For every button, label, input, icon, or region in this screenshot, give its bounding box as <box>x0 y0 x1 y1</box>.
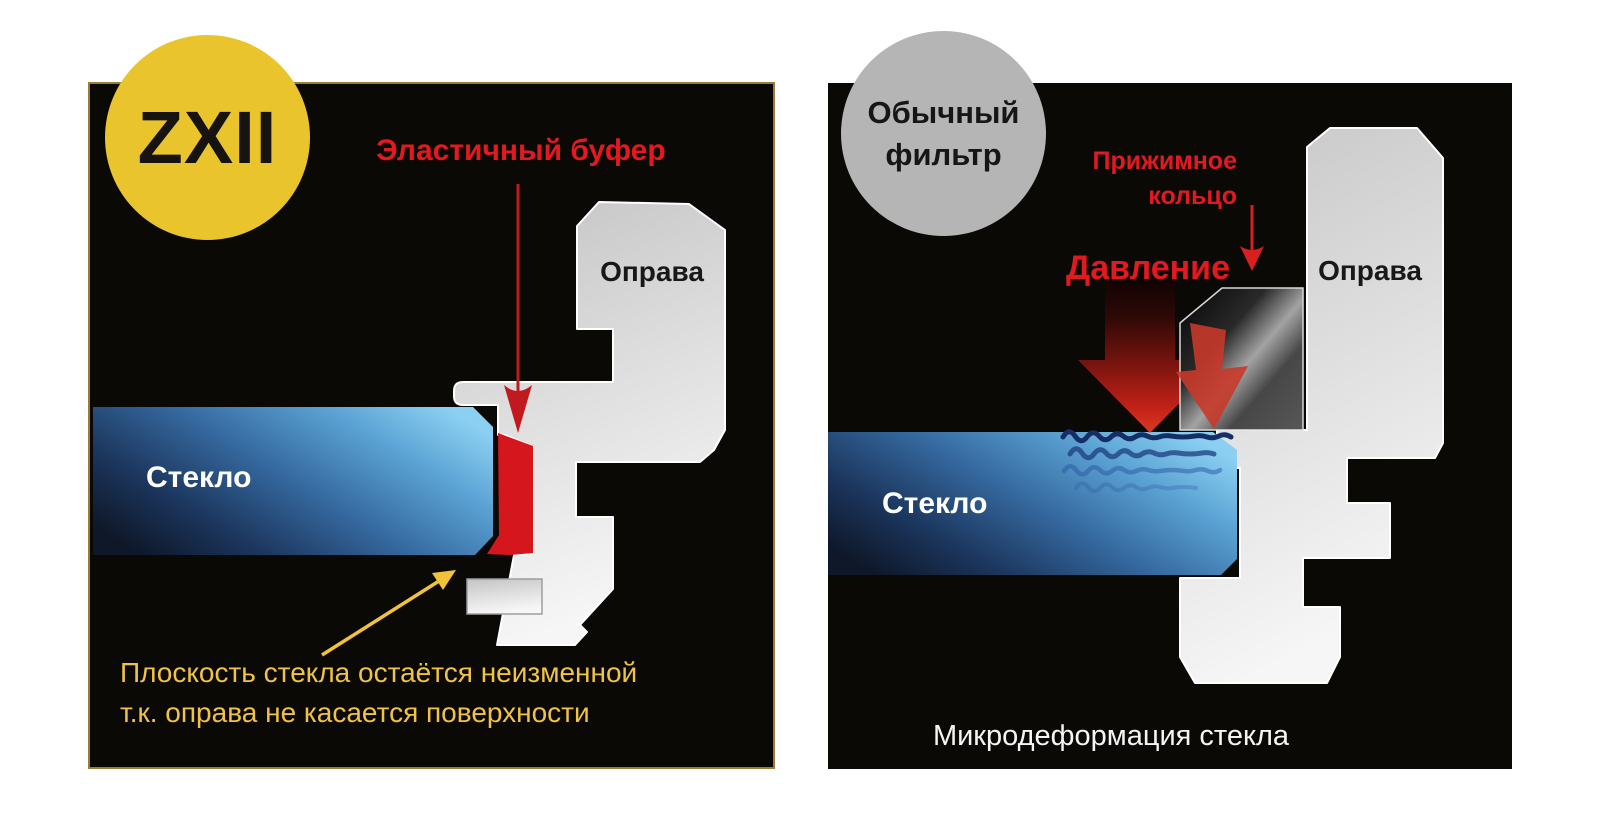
frame-block <box>467 579 542 614</box>
caption-arrow-line <box>322 581 439 655</box>
pressure-label: Давление <box>1066 249 1230 287</box>
caption-arrowhead-icon <box>432 570 456 590</box>
clamping-ring-label-line1: Прижимное <box>1092 147 1237 175</box>
elastic-buffer-label: Эластичный буфер <box>376 134 666 167</box>
zxii-caption-line1: Плоскость стекла остаётся неизменной <box>120 657 638 688</box>
zxii-badge <box>105 35 310 240</box>
frame-label-left: Оправа <box>600 256 704 287</box>
regular-filter-badge-line2: фильтр <box>885 136 1002 172</box>
glass-label-left: Стекло <box>146 461 252 494</box>
micro-deformation-caption: Микродеформация стекла <box>932 720 1290 752</box>
elastic-buffer-shape <box>487 433 533 555</box>
zxii-caption <box>120 653 637 733</box>
zxii-panel <box>88 82 775 769</box>
regular-filter-panel <box>828 83 1512 769</box>
frame-label-right: Оправа <box>1318 255 1422 286</box>
zxii-caption-line2: т.к. оправа не касается поверхности <box>120 697 590 728</box>
regular-filter-badge-text <box>868 92 1020 176</box>
regular-filter-badge <box>841 31 1046 236</box>
glass-label-right: Стекло <box>882 487 988 520</box>
regular-filter-badge-line1: Обычный <box>867 94 1020 130</box>
clamping-ring-label-line2: кольцо <box>1148 182 1237 210</box>
zxii-badge-label: ZXII <box>137 96 278 179</box>
clamping-ring-label <box>1093 144 1237 214</box>
